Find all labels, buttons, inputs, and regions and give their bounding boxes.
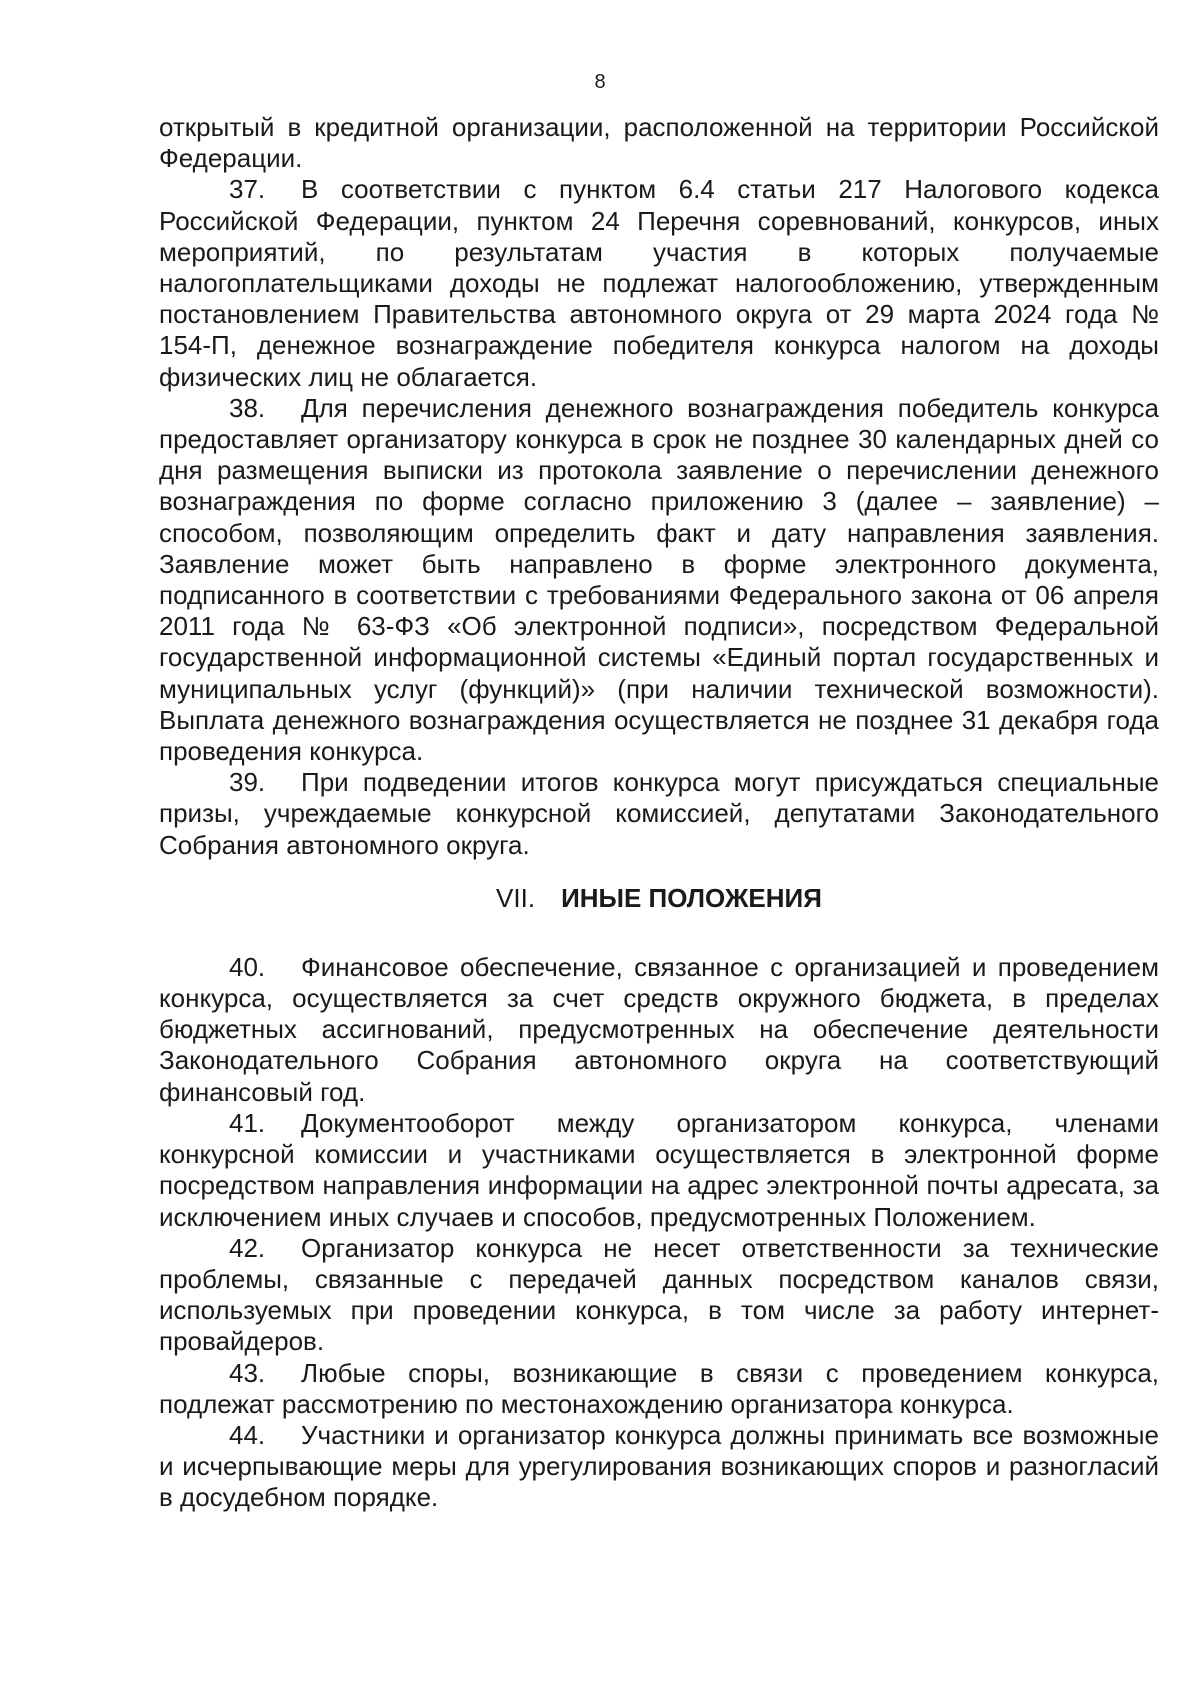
paragraph-number: 44. <box>229 1419 266 1450</box>
paragraph-text: Любые споры, возникающие в связи с проведением конкурса, подлежат рассмотрению по местонахождению организатора конкурса. <box>159 1357 1159 1419</box>
paragraph-number: 39. <box>229 767 266 798</box>
section-heading <box>159 883 1159 914</box>
paragraph-number: 42. <box>229 1232 266 1263</box>
paragraph-37 <box>159 174 1159 392</box>
paragraph-38 <box>159 393 1159 767</box>
paragraph-text: В соответствии с пунктом 6.4 статьи 217 Налогового кодекса Российской Федерации, пунктом 24 Перечня соревнований, конкурсов, иных мероприятий, по результатам участия в которых получаемые налогоплательщиками доходы не подлежат налогообложению, утвержденным постановлением Правительства автономного округа от 29 марта 2024 года № 154-П, денежное вознаграждение победителя конкурса налогом на доходы физических лиц не облагается. <box>159 174 1159 392</box>
paragraph-text: При подведении итогов конкурса могут присуждаться специальные призы, учреждаемые конкурсной комиссией, депутатами Законодательного Собрания автономного округа. <box>159 767 1159 860</box>
paragraph-text: Участники и организатор конкурса должны принимать все возможные и исчерпывающие меры для урегулирования возникающих споров и разногласий в досудебном порядке. <box>159 1419 1159 1513</box>
document-body <box>159 112 1159 1514</box>
paragraph-text: Документооборот между организатором конкурса, членами конкурсной комиссии и участниками осуществляется в электронной форме посредством направления информации на адрес электронной почты адресата, за исключением иных случаев и способов, предусмотренных Положением. <box>159 1107 1159 1232</box>
paragraph-number: 40. <box>229 951 266 982</box>
paragraph-41 <box>159 1108 1159 1233</box>
section-title: ИНЫЕ ПОЛОЖЕНИЯ <box>561 882 822 913</box>
paragraph-number: 43. <box>229 1357 266 1388</box>
paragraph-43 <box>159 1358 1159 1420</box>
paragraph-number: 41. <box>229 1107 266 1138</box>
section-number: VII. <box>496 882 536 913</box>
paragraph-42 <box>159 1233 1159 1358</box>
paragraph-number: 38. <box>229 392 266 423</box>
paragraph-number: 37. <box>229 174 266 205</box>
paragraph-text: Для перечисления денежного вознаграждения победитель конкурса предоставляет организатору конкурса в срок не позднее 30 календарных дней со дня размещения выписки из протокола заявление о перечислении денежного вознаграждения по форме согласно приложению 3 (далее – заявление) – способом, позволяющим определить факт и дату направления заявления. Заявление может быть направлено в форме электронного документа, подписанного в соответствии с требованиями Федерального закона от 06 апреля 2011 года № 63-ФЗ «Об электронной подписи», посредством Федеральной государственной информационной системы «Единый портал государственных и муниципальных услуг (функций)» (при наличии технической возможности). Выплата денежного вознаграждения осуществляется не позднее 31 декабря года проведения конкурса. <box>159 392 1159 767</box>
paragraph-44 <box>159 1420 1159 1514</box>
paragraph-40 <box>159 952 1159 1108</box>
paragraph-text: Организатор конкурса не несет ответственности за технические проблемы, связанные с передачей данных посредством каналов связи, используемых при проведении конкурса, в том числе за работу интернет-провайдеров. <box>159 1232 1159 1357</box>
page-number: 8 <box>594 71 606 93</box>
paragraph-39 <box>159 767 1159 861</box>
paragraph-text: Финансовое обеспечение, связанное с организацией и проведением конкурса, осуществляется за счет средств окружного бюджета, в пределах бюджетных ассигнований, предусмотренных на обеспечение деятельности Законодательного Собрания автономного округа на соответствующий финансовый год. <box>159 951 1159 1107</box>
intro-paragraph: открытый в кредитной организации, расположенной на территории Российской Федерации. <box>159 112 1159 174</box>
